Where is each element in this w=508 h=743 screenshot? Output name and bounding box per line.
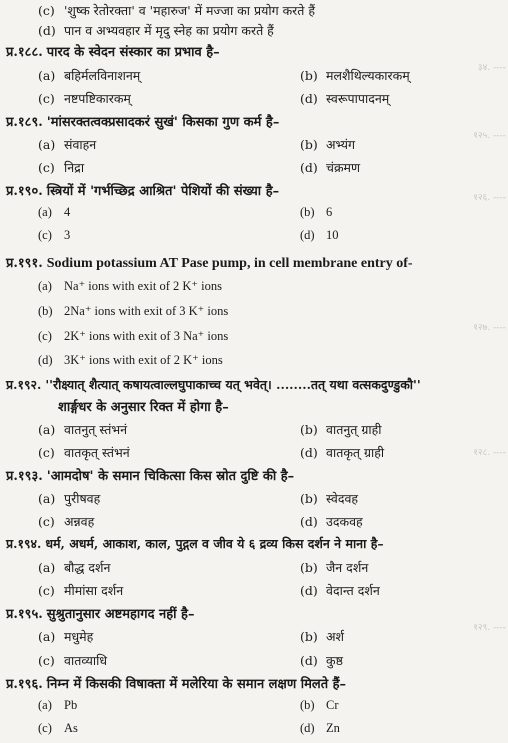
option-d: (d) वातकृत् ग्राही xyxy=(300,445,385,460)
option-d: (d) उदकवह xyxy=(300,514,363,529)
option-c: (c) नष्टपष्टिकारकम् xyxy=(38,91,131,106)
option-a: (a) बौद्ध दर्शन xyxy=(38,560,111,575)
bleed-through-mark: १२८. ---- xyxy=(473,448,506,458)
option-a: (a) पुरीषवह xyxy=(38,491,101,506)
option-d: (d) चंक्रमण xyxy=(300,160,361,175)
option-b: (b) वातनुत् ग्राही xyxy=(300,422,382,437)
question-196: प्र.१९६. निम्न में किसकी विषाक्ता में मलेरिया के समान लक्षण मिलते हैं– xyxy=(6,677,347,692)
bleed-through-mark: १२९. ---- xyxy=(473,623,506,633)
option-c: (c) 2K⁺ ions with exit of 3 Na⁺ ions xyxy=(38,329,229,343)
option-d: (d) 3K⁺ ions with exit of 2 K⁺ ions xyxy=(38,353,223,367)
option-a: (a) Pb xyxy=(38,698,78,712)
option-a: (a) बहिर्मलविनाशनम् xyxy=(38,68,141,83)
option-a: (a) वातनुत् स्तंभनं xyxy=(38,422,128,437)
question-194: प्र.१९४. धर्म, अधर्म, आकाश, काल, पुद्गल व जीव ये ६ द्रव्य किस दर्शन ने माना है– xyxy=(6,536,384,551)
bleed-through-mark: १२५. ---- xyxy=(473,131,506,141)
option-c: (c) अन्नवह xyxy=(38,514,95,529)
question-192: प्र.१९२. ''रौक्ष्यात् शैत्यात् कषायत्वाल्लघुपाकाच्च यत् भवेत्। ........तत् यथा वत्सकदुण्डुकौ'' xyxy=(6,377,421,392)
option-b: (b) स्वेदवह xyxy=(300,491,359,506)
option-b: (b) अर्श xyxy=(300,629,345,644)
option-c: (c) वातव्याधि xyxy=(38,653,108,668)
option-b: (b) मलशैथिल्यकारकम् xyxy=(300,68,410,83)
option-b: (b) 2Na⁺ ions with exit of 3 K⁺ ions xyxy=(38,304,229,318)
option-d: (d) कुष्ठ xyxy=(300,653,343,668)
question-190: प्र.१९०. स्त्रियों में 'गर्भच्छिद्र आश्रित' पेशियों की संख्या है– xyxy=(6,184,280,199)
option-a: (a) मधुमेह xyxy=(38,629,94,644)
question-191: प्र.१९१. Sodium potassium AT Pase pump, in cell membrane entry of- xyxy=(6,256,413,271)
option-d: (d) 10 xyxy=(300,228,339,242)
option-d: (d) स्वरूपापादनम् xyxy=(300,91,390,106)
option-c: (c) 3 xyxy=(38,228,71,242)
option-c: (c) वातकृत् स्तंभनं xyxy=(38,445,130,460)
option-b: (b) 6 xyxy=(300,205,333,219)
question-188: प्र.१८८. पारद के स्वेदन संस्कार का प्रभाव है– xyxy=(6,45,220,60)
option-b: (b) अभ्यंग xyxy=(300,137,356,152)
bleed-through-mark: १२७. ---- xyxy=(473,323,506,333)
option-d: (d) पान व अभ्यवहार में मृदु स्नेह का प्रयोग करते हैं xyxy=(38,23,274,38)
option-b: (b) Cr xyxy=(300,698,339,712)
option-c: (c) As xyxy=(38,721,78,735)
bleed-through-mark: ३४. ---- xyxy=(477,63,506,73)
question-192-continuation: शार्ङ्गधर के अनुसार रिक्त में होगा है– xyxy=(58,400,229,415)
option-d: (d) वेदान्त दर्शन xyxy=(300,583,380,598)
option-a: (a) संवाहन xyxy=(38,137,97,152)
option-d: (d) Zn xyxy=(300,721,340,735)
question-195: प्र.१९५. सुश्रुतानुसार अष्टमहागद नहीं है– xyxy=(6,607,195,622)
option-c: (c) निद्रा xyxy=(38,160,85,175)
option-a: (a) Na⁺ ions with exit of 2 K⁺ ions xyxy=(38,279,222,293)
option-a: (a) 4 xyxy=(38,205,71,219)
bleed-through-mark: १२६. ---- xyxy=(473,193,506,203)
option-b: (b) जैन दर्शन xyxy=(300,560,369,575)
option-c: (c) 'शुष्क रेतोरक्ता' व 'महारुज' में मज्जा का प्रयोग करते हैं xyxy=(38,3,316,18)
option-c: (c) मीमांसा दर्शन xyxy=(38,583,124,598)
question-189: प्र.१८९. 'मांसरक्तत्वक्प्रसादकरं सुखं' किसका गुण कर्म है– xyxy=(6,115,280,130)
question-193: प्र.१९३. 'आमदोष' के समान चिकित्सा किस स्रोत दुष्टि की है– xyxy=(6,469,295,484)
